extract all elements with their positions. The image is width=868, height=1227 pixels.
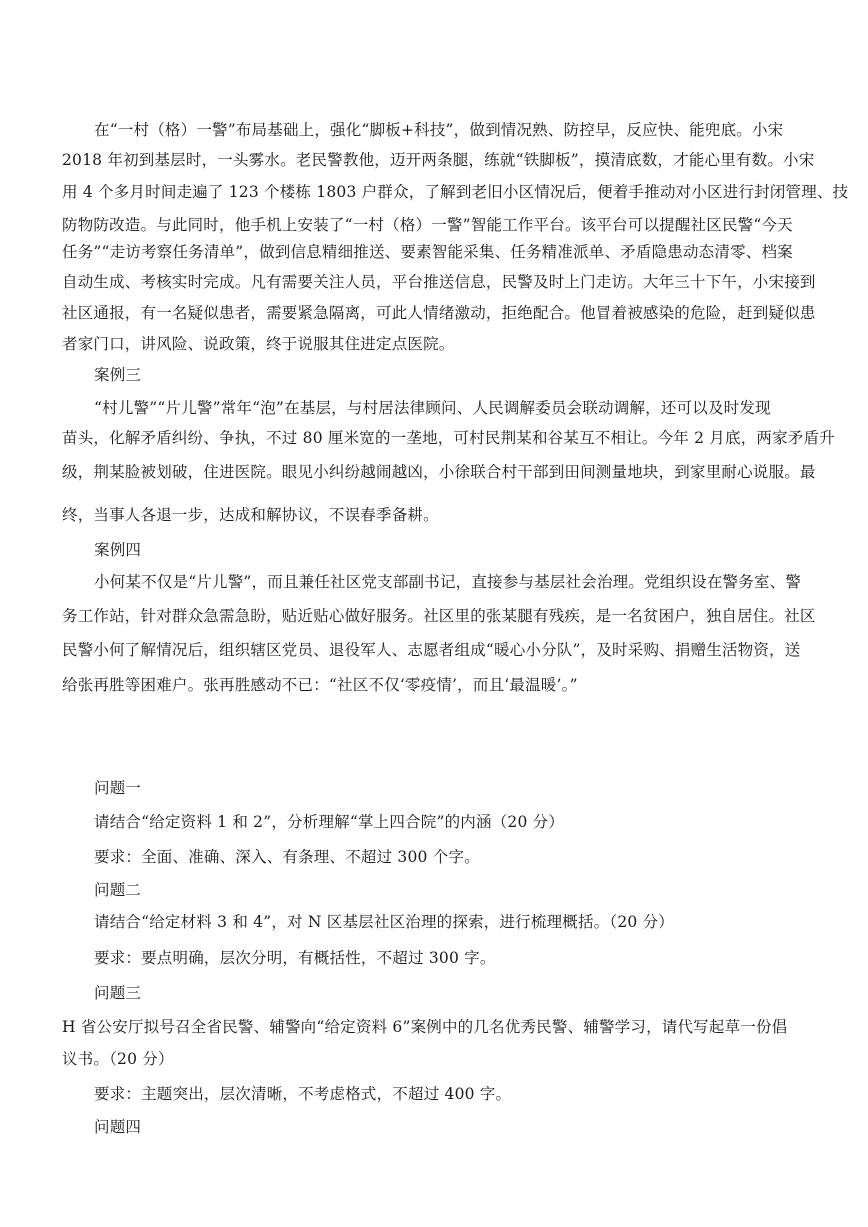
paragraph-line: 任务”“走访考察任务清单”，做到信息精细推送、要素智能采集、任务精准派单、矛盾隐患动态清零、档案 <box>62 243 793 261</box>
case-four-title: 案例四 <box>94 541 142 559</box>
paragraph-line: 自动生成、考核实时完成。凡有需要关注人员，平台推送信息，民警及时上门走访。大年三十下午，小宋接到 <box>62 273 816 291</box>
case-three-title: 案例三 <box>94 366 142 384</box>
paragraph-line: 用 4 个多月时间走遍了 123 个楼栋 1803 户群众，了解到老旧小区情况后，便着手推动对小区进行封闭管理、技 <box>62 183 849 201</box>
paragraph-line: 终，当事人各退一步，达成和解协议，不误春季备耕。 <box>62 506 439 524</box>
question-three-text-line: 议书。（20 分） <box>62 1050 174 1068</box>
paragraph-line: 防物防改造。与此同时，他手机上安装了“一村（格）一警”智能工作平台。该平台可以提醒社区民警“今天 <box>62 216 793 234</box>
paragraph-line: “村儿警”“片儿警”常年“泡”在基层，与村居法律顾问、人民调解委员会联动调解，还可以及时发现 <box>94 399 771 417</box>
question-three-requirement: 要求：主题突出，层次清晰，不考虑格式，不超过 400 字。 <box>94 1085 512 1103</box>
question-four-title: 问题四 <box>94 1118 142 1136</box>
paragraph-line: 在“一村（格）一警”布局基础上，强化“脚板+科技”，做到情况熟、防控早，反应快、能兜底。小宋 <box>94 121 784 139</box>
question-two-requirement: 要求：要点明确，层次分明，有概括性，不超过 300 字。 <box>94 949 496 967</box>
paragraph-line: 社区通报，有一名疑似患者，需要紧急隔离，可此人情绪激动，拒绝配合。他冒着被感染的危险，赶到疑似患 <box>62 304 816 322</box>
paragraph-line: 者家门口，讲风险、说政策，终于说服其住进定点医院。 <box>62 335 455 353</box>
question-one-requirement: 要求：全面、准确、深入、有条理、不超过 300 个字。 <box>94 848 480 866</box>
question-three-text-line: H 省公安厅拟号召全省民警、辅警向“给定资料 6”案例中的几名优秀民警、辅警学习，请代写起草一份倡 <box>62 1018 788 1036</box>
paragraph-line: 苗头，化解矛盾纠纷、争执，不过 80 厘米宽的一垄地，可村民荆某和谷某互不相让。今年 2 月底，两家矛盾升 <box>62 429 835 447</box>
question-two-text: 请结合“给定材料 3 和 4”，对 N 区基层社区治理的探索，进行梳理概括。（20 分） <box>94 913 674 931</box>
paragraph-line: 民警小何了解情况后，组织辖区党员、退役军人、志愿者组成“暖心小分队”，及时采购、捐赠生活物资，送 <box>62 641 801 659</box>
paragraph-line: 小何某不仅是“片儿警”，而且兼任社区党支部副书记，直接参与基层社会治理。党组织设在警务室、警 <box>94 573 802 591</box>
paragraph-line: 级，荆某脸被划破，住进医院。眼见小纠纷越闹越凶，小徐联合村干部到田间测量地块，到家里耐心说服。最 <box>62 463 816 481</box>
paragraph-line: 给张再胜等困难户。张再胜感动不已：“社区不仅‘零疫情’，而且‘最温暖’。” <box>62 676 578 694</box>
paragraph-line: 2018 年初到基层时，一头雾水。老民警教他，迈开两条腿，练就“铁脚板”，摸清底数，才能心里有数。小宋 <box>62 151 815 169</box>
question-three-title: 问题三 <box>94 984 142 1002</box>
question-one-title: 问题一 <box>94 779 142 797</box>
paragraph-line: 务工作站，针对群众急需急盼，贴近贴心做好服务。社区里的张某腿有残疾，是一名贫困户，独自居住。社区 <box>62 607 816 625</box>
question-two-title: 问题二 <box>94 881 142 899</box>
question-one-text: 请结合“给定资料 1 和 2”，分析理解“掌上四合院”的内涵（20 分） <box>94 813 565 831</box>
